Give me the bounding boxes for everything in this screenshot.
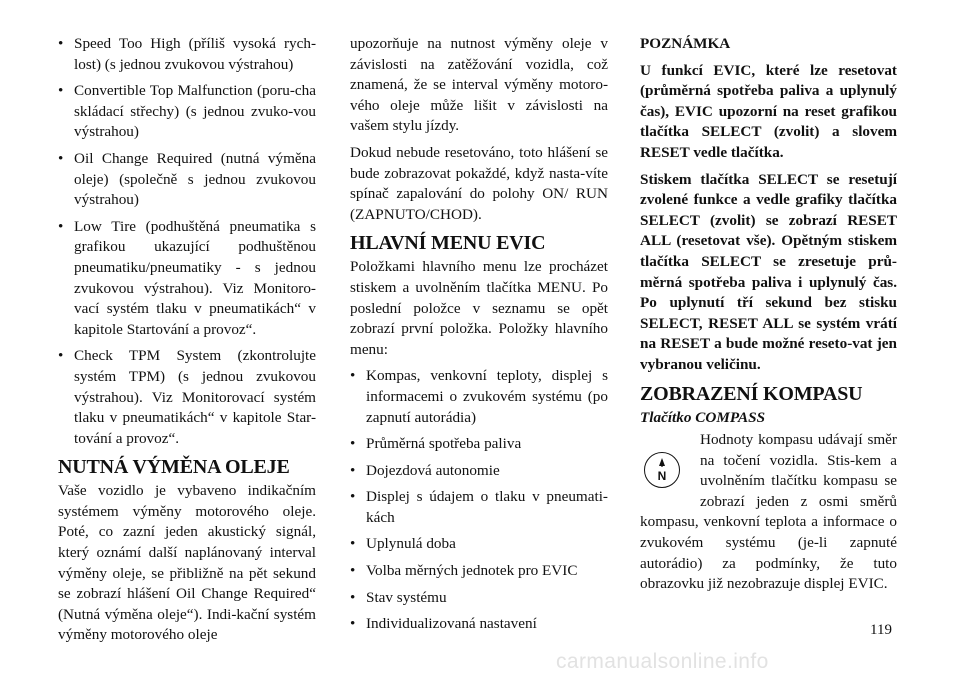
list-item: • Stav systému [350,588,608,609]
subheading-compass-button: Tlačítko COMPASS [640,408,766,426]
list-item: • Volba měrných jednotek pro EVIC [350,561,608,582]
note-paragraph: U funkcí EVIC, které lze resetovat (průměrná spotřeba paliva a uplynulý čas), EVIC upozorní na reset grafikou tlačítka SELECT (zvolit) a slovem RESET vedle tlačítka. [640,61,897,161]
compass-letter: N [657,469,667,484]
watermark: carmanualsonline.info [556,650,769,673]
paragraph: Hodnoty kompasu udávají směr na točení vozidla. Stis-kem a uvolněním tlačítku kompasu se zobrazí jeden z osmi směrů kompasu, venkovní teplota a informace o zvukovém systému (je-li zapnuté autorádio) za podmínky, že tuto obrazovku již nezobrazuje displej EVIC. [640,431,897,593]
compass-section [640,430,897,595]
column-middle [350,34,608,641]
list-item: • Průměrná spotřeba paliva [350,434,608,455]
column-right [640,34,897,601]
list-item: • Check TPM System (zkontrolujte systém TPM) (s jednou zvukovou výstrahou). Viz Monitorovací systém tlaku v pneumatikách“ v kapitole Star-tování a provoz“. [58,346,316,449]
list-item: • Oil Change Required (nutná výměna oleje) (společně s jednou zvukovou výstrahou) [58,149,316,211]
list-item: • Dojezdová autonomie [350,461,608,482]
list-item: • Individualizovaná nastavení [350,614,608,635]
list-item: • Low Tire (podhuštěná pneumatika s grafikou ukazující podhuštěnou pneumatiku/pneumatiky - s jednou zvukovou výstrahou). Viz Monitoro-vací systém tlaku v pneumatikách“ v kapitole Startování a provoz“. [58,217,316,341]
note-paragraph: Stiskem tlačítka SELECT se resetují zvolené funkce a vedle grafiky tlačítka SELECT (zvolit) se zobrazí RESET ALL (resetovat vše). Opětným stiskem tlačítka SELECT se zresetuje prů-měrná spotřeba paliva i uplynulý čas. Po uplynutí tří sekund bez stisku SELECT, RESET ALL se systém vrátí na RESET a bude možné reseto-vat jen vybranou veličinu. [640,170,897,373]
list-item: • Speed Too High (příliš vysoká rych-lost) (s jednou zvukovou výstrahou) [58,34,316,75]
compass-button-icon [644,452,680,488]
warning-message-list [58,34,316,449]
section-heading-evic-menu: HLAVNÍ MENU EVIC [350,232,546,255]
list-item: • Displej s údajem o tlaku v pneumati-kách [350,487,608,528]
list-item: • Kompas, venkovní teploty, displej s informacemi o zvukovém systému (po zapnutí autorádia) [350,366,608,428]
note-block [640,61,897,376]
paragraph: Vaše vozidlo je vybaveno indikačním systémem výměny motorového oleje. Poté, co zazní jeden akustický signál, který oznámí další naplánovaný interval výměny oleje, se přibližně na pět sekund se zobrazí hlášení Oil Change Required“ (Nutná výměna oleje“). Indi-kační systém výměny motorového oleje [58,482,316,644]
column-left [58,34,316,652]
section-heading-compass: ZOBRAZENÍ KOMPASU [640,382,863,405]
paragraph: upozorňuje na nutnost výměny oleje v závislosti na zatěžování vozidla, což znamená, že se interval výměny motoro-vého oleje může lišit v závislosti na vašem stylu jízdy. [350,35,608,135]
paragraph: Položkami hlavního menu lze procházet stiskem a uvolněním tlačítka MENU. Po poslední položce v seznamu se opět zobrazí první položka. Položky hlavního menu: [350,258,608,358]
list-item: • Uplynulá doba [350,534,608,555]
menu-item-list [350,366,608,635]
section-heading-oil-change: NUTNÁ VÝMĚNA OLEJE [58,456,290,479]
page-number: 119 [870,622,892,638]
list-item: • Convertible Top Malfunction (poru-cha skládací střechy) (s jednou zvuko-vou výstrahou) [58,81,316,143]
note-title: POZNÁMKA [640,35,731,52]
paragraph: Dokud nebude resetováno, toto hlášení se bude zobrazovat pokaždé, když nasta-víte spínač zapalování do polohy ON/ RUN (ZAPNUTO/CHOD). [350,143,608,223]
